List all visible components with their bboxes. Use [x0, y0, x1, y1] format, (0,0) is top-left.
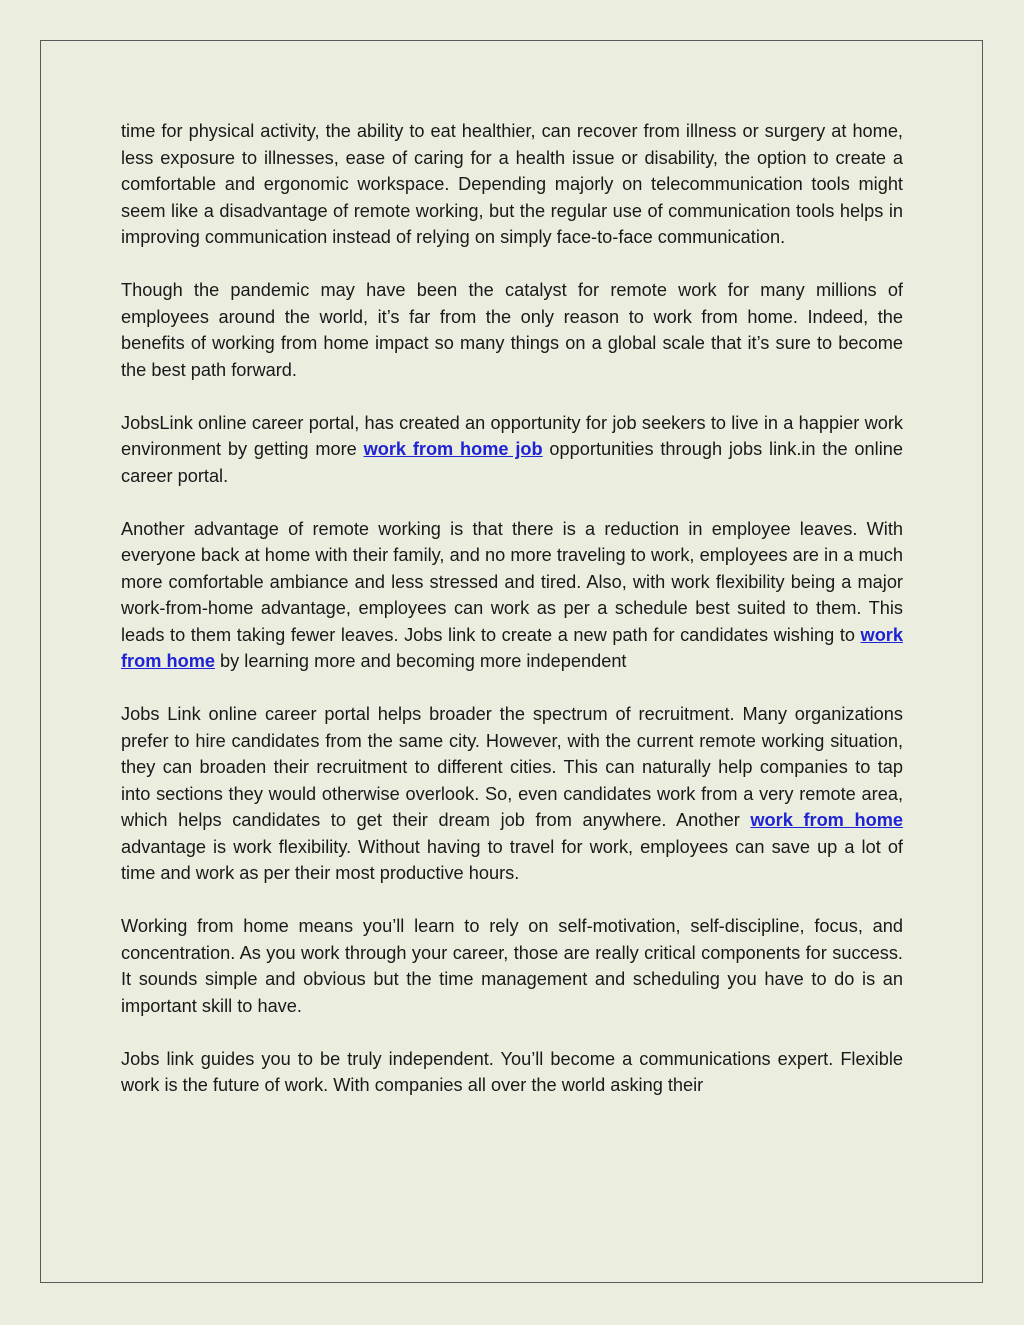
paragraph-jobslink-portal: [121, 410, 903, 490]
document-body: [121, 118, 903, 1099]
work-from-home-job-link[interactable]: work from home job: [363, 439, 543, 459]
paragraph-text: Another advantage of remote working is that there is a reduction in employee leaves. With everyone back at home with their family, and no more traveling to work, employees are in a much more comfortable ambiance and less stressed and tired. Also, with work flexibility being a major work-from-home advantage, employees can work as per a schedule best suited to them. This leads to them taking fewer leaves. Jobs link to create a new path for candidates wishing to: [121, 518, 903, 645]
paragraph-text: Though the pandemic may have been the catalyst for remote work for many millions of employees around the world, it’s far from the only reason to work from home. Indeed, the benefits of working from home impact so many things on a global scale that it’s sure to become the best path forward.: [121, 280, 903, 380]
paragraph-text: JobsLink online career portal, has created an opportunity for job seekers to live in a happier work environment by getting more: [121, 412, 903, 459]
paragraph-text: advantage is work flexibility. Without having to travel for work, employees can save up a lot of time and work as per their most productive hours.: [121, 836, 903, 883]
paragraph-text: time for physical activity, the ability to eat healthier, can recover from illness or surgery at home, less exposure to illnesses, ease of caring for a health issue or disability, the option to create a comfortable and ergonomic workspace. Depending majorly on telecommunication tools might seem like a disadvantage of remote working, but the regular use of communication tools helps in improving communication instead of relying on simply face-to-face communication.: [121, 121, 903, 247]
paragraph-text: Jobs link guides you to be truly independent. You’ll become a communications expert. Flexible work is the future of work. With companies all over the world asking their: [121, 1048, 903, 1095]
work-from-home-link[interactable]: work from home: [121, 624, 903, 671]
work-from-home-link[interactable]: work from home: [750, 810, 903, 830]
paragraph-employee-leaves: [121, 516, 903, 675]
paragraph-text: by learning more and becoming more independent: [214, 651, 627, 671]
paragraph-intro-benefits: [121, 118, 903, 251]
paragraph-recruitment-spectrum: [121, 701, 903, 887]
paragraph-independence: [121, 1046, 903, 1099]
paragraph-self-motivation: [121, 913, 903, 1019]
paragraph-text: opportunities through jobs link.in the online career portal.: [121, 439, 903, 486]
paragraph-text: Jobs Link online career portal helps broader the spectrum of recruitment. Many organizations prefer to hire candidates from the same city. However, with the current remote working situation, they can broaden their recruitment to different cities. This can naturally help companies to tap into sections they would otherwise overlook. So, even candidates work from a very remote area, which helps candidates to get their dream job from anywhere. Another: [121, 704, 903, 830]
paragraph-pandemic: [121, 277, 903, 383]
paragraph-text: Working from home means you’ll learn to rely on self-motivation, self-discipline, focus, and concentration. As you work through your career, those are really critical components for success. It sounds simple and obvious but the time management and scheduling you have to do is an important skill to have.: [121, 916, 903, 1016]
